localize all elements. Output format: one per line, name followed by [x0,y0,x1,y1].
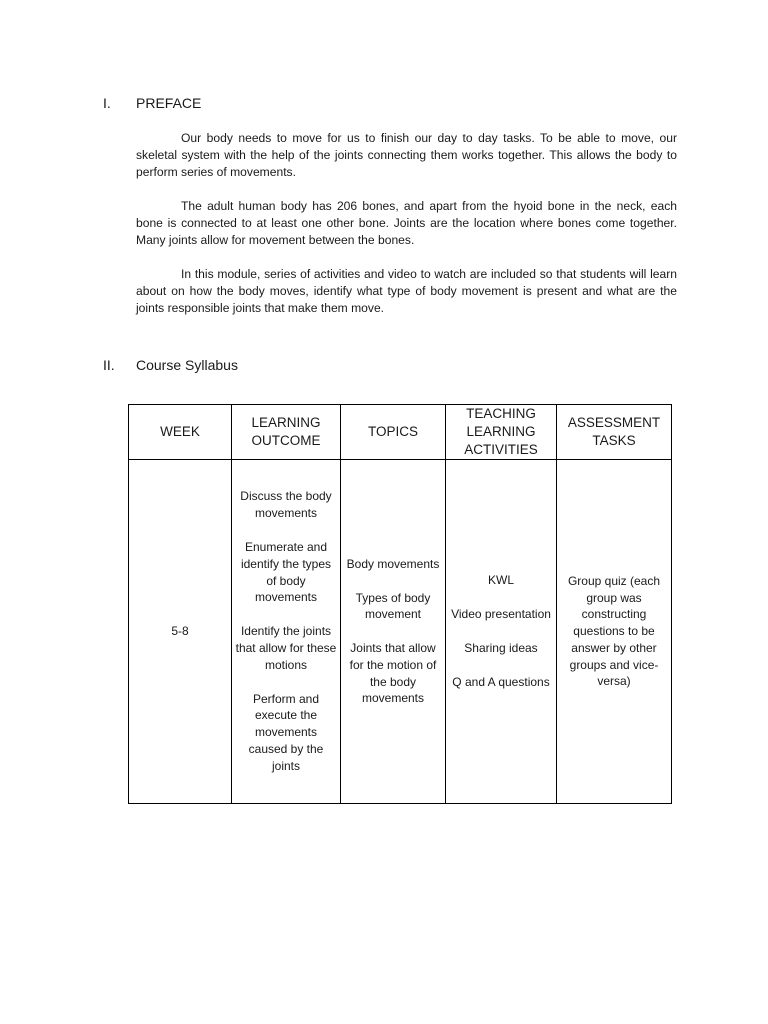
preface-paragraph-1: Our body needs to move for us to finish our day to day tasks. To be able to move, our skeletal system with the help of the joints connecting them works together. This allows the body to perform series of movements. [136,131,677,179]
header-activities: TEACHING LEARNING ACTIVITIES [446,405,557,460]
activity-item: Sharing ideas [464,641,538,655]
header-assessment: ASSESSMENT TASKS [557,405,672,460]
topic-item: Joints that allow for the motion of the body movements [349,641,437,706]
topic-item: Types of body movement [355,590,431,622]
week-cell: 5-8 [129,460,232,804]
assessment-cell: Group quiz (each group was constructing questions to be answer by other groups and vice-versa) [557,460,672,804]
activities-cell [446,460,557,804]
activity-item: Q and A questions [452,674,550,689]
section-title: PREFACE [136,95,202,111]
table-row [129,460,672,804]
outcome-cell [232,460,341,804]
outcome-item: Discuss the body movements [240,489,332,521]
outcome-item: Perform and execute the movements caused by the joints [248,691,324,773]
table-header-row [129,405,672,460]
section-number: I. [103,95,111,111]
outcome-item: Identify the joints that allow for these motions [235,624,337,672]
preface-paragraph-2: The adult human body has 206 bones, and apart from the hyoid bone in the neck, each bone is connected to at least one other bone. Joints are the location where bones come together. Many joints allow for movement between the bones. [136,199,677,247]
activity-item: KWL [487,573,514,588]
section-heading-preface [103,95,201,111]
preface-paragraph-3: In this module, series of activities and video to watch are included so that students will learn about on how the body moves, identify what type of body movement is present and what are the joints responsible joints that make them move. [136,267,677,315]
section-title: Course Syllabus [136,357,238,373]
activity-item: Video presentation [451,607,551,622]
header-topics: TOPICS [341,405,446,460]
outcome-item: Enumerate and identify the types of body movements [240,540,332,605]
syllabus-table [128,404,672,804]
header-week: WEEK [129,405,232,460]
header-learning-outcome: LEARNING OUTCOME [232,405,341,460]
section-heading-syllabus [103,357,238,373]
topic-item: Body movements [346,556,440,571]
topics-cell [341,460,446,804]
section-number: II. [103,357,115,373]
